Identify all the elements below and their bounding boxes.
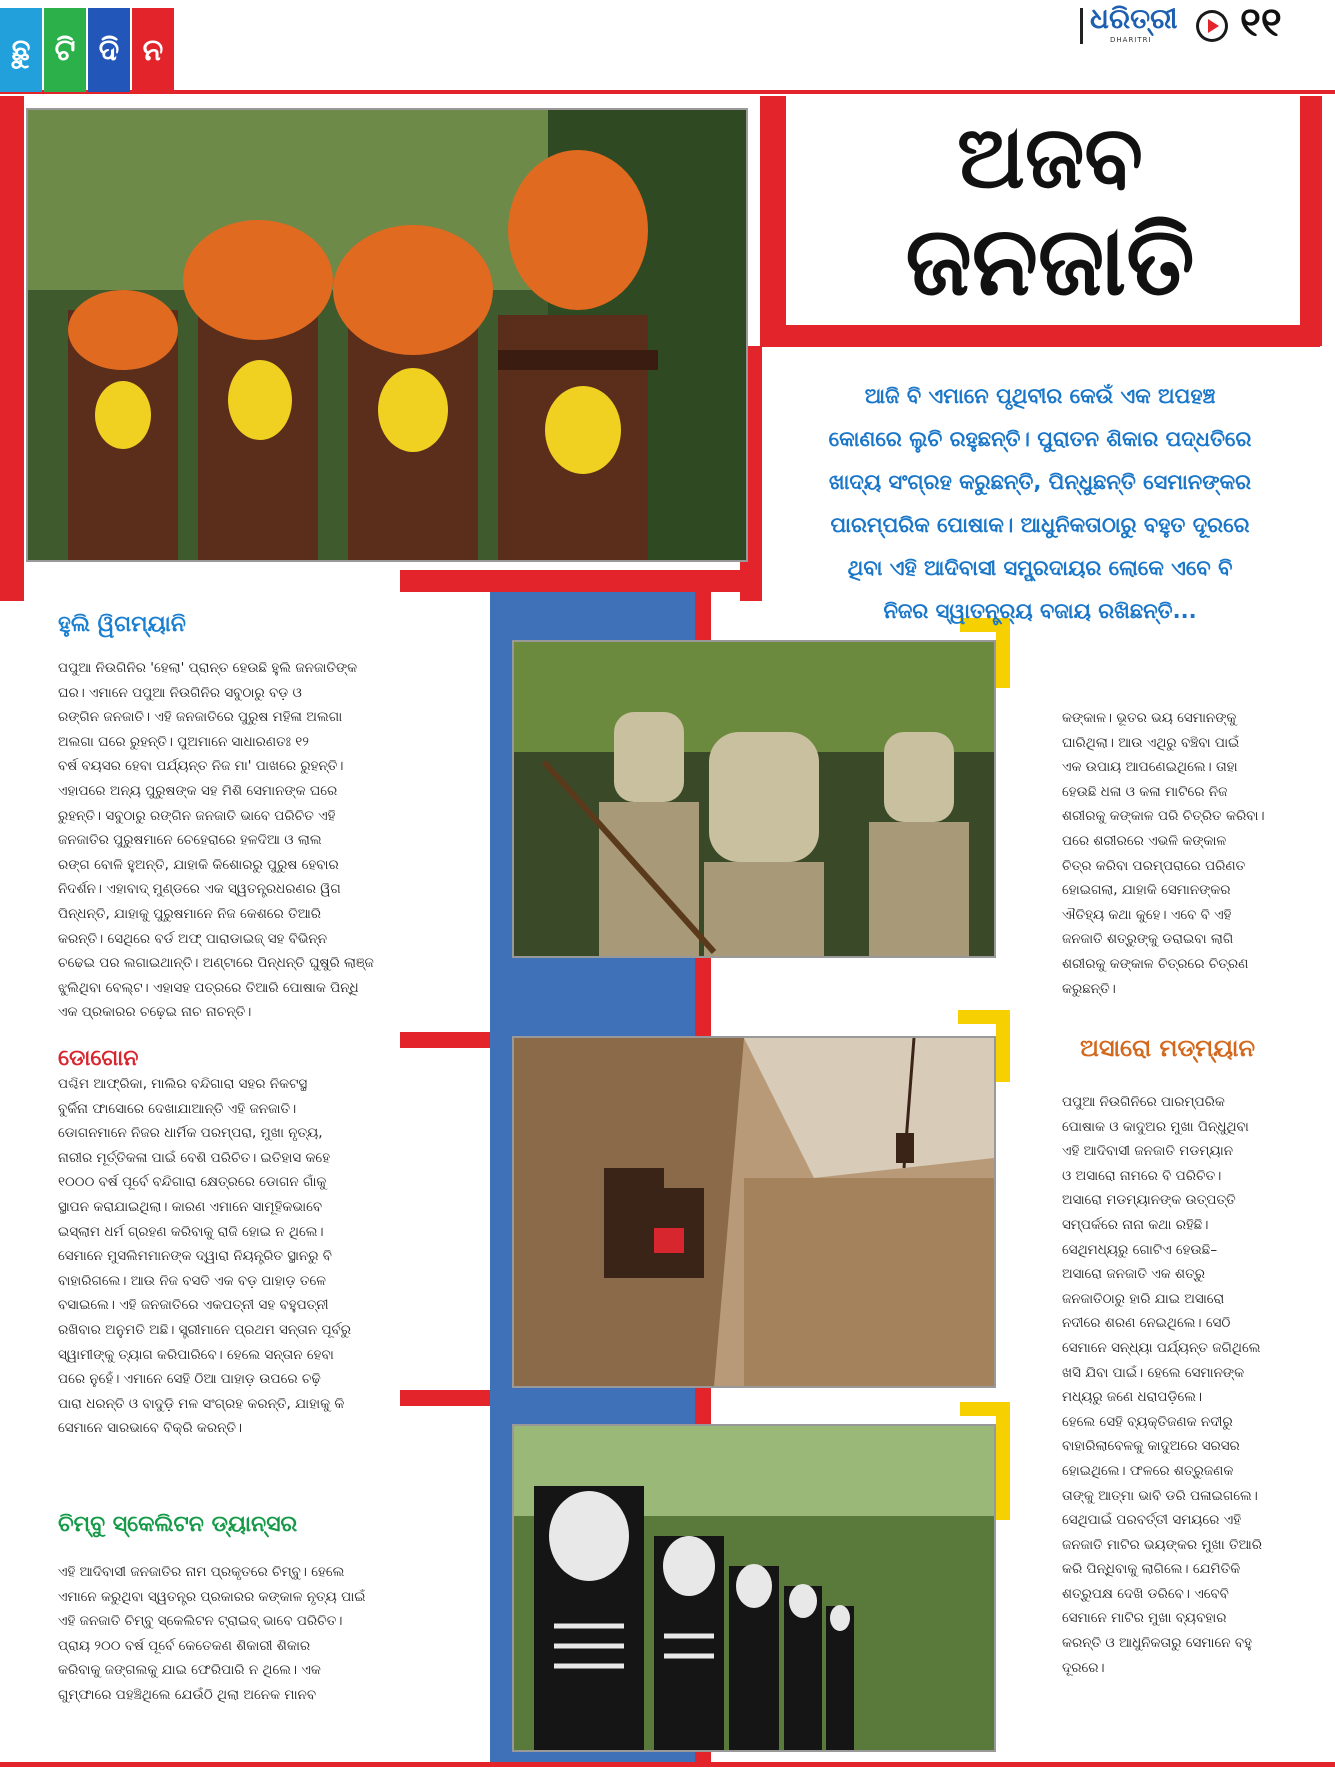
- section-letter: ଦି: [88, 8, 130, 92]
- page-number: ୧୧: [1240, 0, 1282, 46]
- huli-body: ପପୁଆ ନିଉଗିନିର 'ହେଲା' ପ୍ରାନ୍ତ ହେଉଛି ହୁଲି ଜନଜାତିଙ୍କ ଘର। ଏମାନେ ପପୁଆ ନିଉଗିନିର ସବୁଠାରୁ ବଡ଼ ଓ ରଙ୍ଗିନ ଜନଜାତି। ଏହି ଜନଜାତିରେ ପୁରୁଷ ମହିଳା ଅଲଗା ଅଲଗା ଘରେ ରୁହନ୍ତି। ପୁଅମାନେ ସାଧାରଣତଃ ୧୨ ବର୍ଷ ବୟସର ହେବା ପର୍ଯ୍ୟନ୍ତ ନିଜ ମା' ପାଖରେ ରୁହନ୍ତି। ଏହାପରେ ଅନ୍ୟ ପୁରୁଷଙ୍କ ସହ ମିଶି ସେମାନଙ୍କ ଘରେ ରୁହନ୍ତି। ସବୁଠାରୁ ରଙ୍ଗିନ ଜନଜାତି ଭାବେ ପରିଚିତ ଏହି ଜନଜାତିର ପୁରୁଷମାନେ ଚେହେରାରେ ହଳଦିଆ ଓ ଲାଲ ରଙ୍ଗ ବୋଳି ହୁଅନ୍ତି, ଯାହାକି କିଶୋରରୁ ପୁରୁଷ ହେବାର ନିଦର୍ଶନ। ଏହାବାଦ୍ ମୁଣ୍ଡରେ ଏକ ସ୍ୱତନ୍ତ୍ରଧରଣର ୱିଗ ପିନ୍ଧନ୍ତି, ଯାହାକୁ ପୁରୁଷମାନେ ନିଜ କେଶରେ ତିଆରି କରନ୍ତି। ସେଥିରେ ବର୍ଡ ଅଫ୍ ପାରାଡାଇଜ୍ ସହ ବିଭିନ୍ନ ଚଢେଇ ପର ଲଗାଇଥାନ୍ତି। ଅଣ୍ଟାରେ ପିନ୍ଧନ୍ତି ଘୁଷୁରି ଲାଞ୍ଜ ଝୁଲିଥିବା ବେଲ୍ଟ। ଏହାସହ ପତ୍ରରେ ତିଆରି ପୋଷାକ ପିନ୍ଧି ଏକ ପ୍ରକାରର ଚଢ଼େଇ ନାଚ ନାଚନ୍ତି।: [58, 660, 374, 1021]
- section-letter: ଛୁ: [0, 8, 42, 92]
- asaro-body: ପପୁଆ ନିଉଗିନିରେ ପାରମ୍ପରିକ ପୋଷାକ ଓ କାଦୁଅର ମୁଖା ପିନ୍ଧୁଥିବା ଏହି ଆଦିବାସୀ ଜନଜାତି ମଡମ୍ୟାନ ଓ ଅସାରୋ ନାମରେ ବି ପରିଚିତ। ଅସାରୋ ମଡମ୍ୟାନଙ୍କ ଉତ୍ପତ୍ତି ସମ୍ପର୍କରେ ନାନା କଥା ରହିଛି। ସେଥିମଧ୍ୟରୁ ଗୋଟିଏ ହେଉଛି– ଅସାରୋ ଜନଜାତି ଏକ ଶତ୍ରୁ ଜନଜାତିଠାରୁ ହାରି ଯାଇ ଅସାରୋ ନଦୀରେ ଶରଣ ନେଇଥିଲେ। ସେଠି ସେମାନେ ସନ୍ଧ୍ୟା ପର୍ଯ୍ୟନ୍ତ ଜଗିଥିଲେ ଖସି ଯିବା ପାଇଁ। ହେଲେ ସେମାନଙ୍କ ମଧ୍ୟରୁ ଜଣେ ଧରାପଡ଼ିଲେ। ହେଲେ ସେହି ବ୍ୟକ୍ତିଜଣକ ନଦୀରୁ ବାହାରିଲାବେଳକୁ କାଦୁଅରେ ସରସର ହୋଇଥିଲେ। ଫଳରେ ଶତ୍ରୁଜଣକ ତାଙ୍କୁ ଆତ୍ମା ଭାବି ଡରି ପଳାଇଗଲେ। ସେଥିପାଇଁ ପରବର୍ତ୍ତୀ ସମୟରେ ଏହି ଜନଜାତି ମାଟିର ଭୟଙ୍କର ମୁଖା ତିଆରି କରି ପିନ୍ଧିବାକୁ ଲାଗିଲେ। ଯେମିତିକି ଶତ୍ରୁପକ୍ଷ ଦେଖି ଡରିବେ। ଏବେବି ସେମାନେ ମାଟିର ମୁଖା ବ୍ୟବହାର କରନ୍ତି ଓ ଆଧୁନିକତାରୁ ସେମାନେ ବହୁ ଦୂରରେ।: [1062, 1094, 1262, 1676]
- dogon-heading: ଡୋଗୋନ: [58, 1046, 139, 1071]
- asaro-heading: ଅସାରୋ ମଡ୍‌ମ୍ୟାନ: [1080, 1034, 1256, 1062]
- frame-red-top: [760, 96, 786, 346]
- frame-red-h3: [400, 1032, 490, 1048]
- dogon-cliff-photo: [512, 1036, 996, 1388]
- headline-line2: ଜନଜାତି: [905, 205, 1195, 317]
- paper-name-latin: DHARITRI: [1110, 36, 1152, 44]
- huli-heading: ହୁଲି ୱିଗମ୍ୟାନି: [58, 612, 186, 637]
- chimbu-body-continued: କଙ୍କାଳ। ଭୂତର ଭୟ ସେମାନଙ୍କୁ ଘାରିଥିଲା। ଆଉ ଏଥିରୁ ବଞ୍ଚିବା ପାଇଁ ଏକ ଉପାୟ ଆପଣେଇଥିଲେ। ତାହା ହେଉଛି ଧଳା ଓ କଳା ମାଟିରେ ନିଜ ଶରୀରକୁ କଙ୍କାଳ ପରି ଚିତ୍ରିତ କରିବା। ପରେ ଶରୀରରେ ଏଭଳି କଙ୍କାଳ ଚିତ୍ର କରିବା ପରମ୍ପରାରେ ପରିଣତ ହୋଇଗଲା, ଯାହାକି ସେମାନଙ୍କର ଐତିହ୍ୟ କଥା କୁହେ। ଏବେ ବି ଏହି ଜନଜାତି ଶତ୍ରୁଙ୍କୁ ଡରାଇବା ଲାଗି ଶରୀରକୁ କଙ୍କାଳ ଚିତ୍ରରେ ଚିତ୍ରଣ କରୁଛନ୍ତି।: [1062, 710, 1265, 997]
- masthead-divider: [1080, 8, 1083, 44]
- bottom-rule: [0, 1762, 1335, 1767]
- asaro-mudmen-photo: [512, 640, 996, 958]
- section-letter: ନ: [132, 8, 174, 92]
- paper-name: ଧରିତ୍ରୀ: [1090, 2, 1178, 35]
- left-red-bar: [0, 96, 24, 601]
- frame-red-h2: [400, 570, 760, 592]
- chimbu-heading: ଚିମ୍ବୁ ସ୍କେଲିଟନ ଡ୍ୟାନ୍ସର: [58, 1512, 298, 1537]
- intro-text: ଆଜି ବି ଏମାନେ ପୃଥିବୀର କେଉଁ ଏକ ଅପହଞ୍ଚ କୋଣରେ ଲୁଚି ରହୁଛନ୍ତି। ପୁରାତନ ଶିକାର ପଦ୍ଧତିରେ ଖାଦ୍ୟ ସଂଗ୍ରହ କରୁଛନ୍ତି, ପିନ୍ଧୁଛନ୍ତି ସେମାନଙ୍କର ପାରମ୍ପରିକ ପୋଷାକ। ଆଧୁନିକତାଠାରୁ ବହୁତ ଦୂରରେ ଥିବା ଏହି ଆଦିବାସୀ ସମ୍ପ୍ରଦାୟର ଲୋକେ ଏବେ ବି ନିଜର ସ୍ୱାତନ୍ତ୍ର୍ୟ ବଜାୟ ରଖିଛନ୍ତି...: [828, 384, 1252, 623]
- dogon-body: ପଶ୍ଚିମ ଆଫ୍ରିକା, ମାଲିର ବନ୍ଦିଗାରା ସହର ନିକଟସ୍ଥ ବୁର୍କିନା ଫାସୋରେ ଦେଖାଯାଆନ୍ତି ଏହି ଜନଜାତି। ଡୋଗନମାନେ ନିଜର ଧାର୍ମିକ ପରମ୍ପରା, ମୁଖା ନୃତ୍ୟ, ନାରୀର ମୂର୍ତ୍ତିକଳା ପାଇଁ ବେଶି ପରିଚିତ। ଇତିହାସ କହେ ୧୦୦୦ ବର୍ଷ ପୂର୍ବେ ବନ୍ଦିଗାରା କ୍ଷେତ୍ରରେ ଡୋଗନ ଗାଁକୁ ସ୍ଥାପନ କରାଯାଇଥିଲା। କାରଣ ଏମାନେ ସାମୂହିକଭାବେ ଇସ୍‌ଲାମ ଧର୍ମ ଗ୍ରହଣ କରିବାକୁ ରାଜି ହୋଇ ନ ଥିଲେ। ସେମାନେ ମୁସଲିମମାନଙ୍କ ଦ୍ୱାରା ନିୟନ୍ତ୍ରିତ ସ୍ଥାନରୁ ବି ବାହାରିଗଲେ। ଆଉ ନିଜ ବସତି ଏକ ବଡ଼ ପାହାଡ଼ ତଳେ ବସାଇଲେ। ଏହି ଜନଜାତିରେ ଏକପତ୍ନୀ ସହ ବହୁପତ୍ନୀ ରଖିବାର ଅନୁମତି ଅଛି। ସ୍ତ୍ରୀମାନେ ପ୍ରଥମ ସନ୍ତାନ ପୂର୍ବରୁ ସ୍ୱାମୀଙ୍କୁ ତ୍ୟାଗ କରିପାରିବେ। ହେଲେ ସନ୍ତାନ ହେବା ପରେ ନୁହେଁ। ଏମାନେ ସେହି ଠିଆ ପାହାଡ଼ ଉପରେ ଚଢ଼ି ପାରା ଧରନ୍ତି ଓ ବାଦୁଡ଼ି ମଳ ସଂଗ୍ରହ କରନ୍ତି, ଯାହାକୁ କି ସେମାନେ ସାରଭାବେ ବିକ୍ରି କରନ୍ତି।: [58, 1076, 351, 1437]
- section-letter: ଟି: [44, 8, 86, 92]
- chimbu-body: ଏହି ଆଦିବାସୀ ଜନଜାତିର ନାମ ପ୍ରକୃତରେ ଚିମ୍ବୁ। ହେଲେ ଏମାନେ କରୁଥିବା ସ୍ୱତନ୍ତ୍ର ପ୍ରକାରର କଙ୍କାଳ ନୃତ୍ୟ ପାଇଁ ଏହି ଜନଜାତି ଚିମ୍ବୁ ସ୍କେଲିଟନ ଟ୍ରାଇବ୍ ଭାବେ ପରିଚିତ। ପ୍ରାୟ ୨୦୦ ବର୍ଷ ପୂର୍ବେ କେତେକଣ ଶିକାରୀ ଶିକାର କରିବାକୁ ଜଙ୍ଗଲକୁ ଯାଇ ଫେରିପାରି ନ ଥିଲେ। ଏକ ଗୁମ୍ଫାରେ ପହଞ୍ଚିଥିଲେ ଯେଉଁଠି ଥିଲା ଅନେକ ମାନବ: [58, 1564, 366, 1703]
- yellow-accent-3v: [996, 1402, 1010, 1520]
- play-icon: [1196, 10, 1228, 42]
- huli-wigmen-photo: [26, 108, 748, 562]
- top-rule: [0, 90, 1335, 94]
- chimbu-skeleton-photo: [512, 1424, 996, 1752]
- yellow-accent-2v: [996, 1010, 1010, 1082]
- headline-line1: ଅଜବ: [957, 108, 1143, 208]
- frame-red-h1: [760, 325, 1320, 347]
